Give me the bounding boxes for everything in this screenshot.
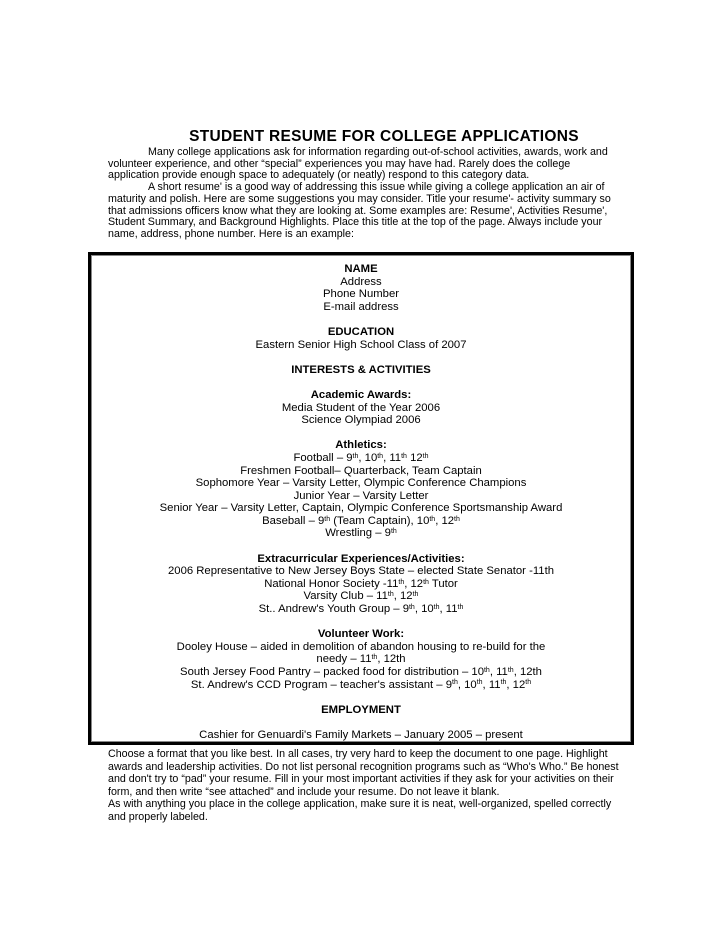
resume-heading: Academic Awards: <box>310 388 412 401</box>
blank-line <box>91 716 631 729</box>
resume-heading: NAME <box>344 263 378 275</box>
resume-line: Address <box>340 275 382 288</box>
resume-line: Phone Number <box>323 288 399 301</box>
resume-line: Eastern Senior High School Class of 2007 <box>255 338 467 351</box>
resume-line: 2006 Representative to New Jersey Boys State – elected State Senator -11th <box>168 565 554 578</box>
resume-line: National Honor Society -11th, 12th Tutor <box>264 577 458 590</box>
closing-section <box>108 748 622 823</box>
resume-heading: Extracurricular Experiences/Activities: <box>257 552 465 565</box>
resume-line: Dooley House – aided in demolition of abandon housing to re-build for the <box>176 640 546 653</box>
paragraph: Many college applications ask for information regarding out-of-school activities, awards, work and volunteer experience, and other “special” experiences you may have had. Rarely does the college application provide enough space to adequately (or neatly) respond to this category data. <box>108 146 608 182</box>
resume-line: Senior Year – Varsity Letter, Captain, Olympic Conference Sportsmanship Award <box>159 502 563 515</box>
resume-line: Junior Year – Varsity Letter <box>293 489 429 502</box>
blank-line <box>91 691 631 704</box>
blank-line <box>91 313 631 326</box>
resume-line: Football – 9th, 10th, 11th 12th <box>293 451 429 464</box>
resume-line: Baseball – 9th (Team Captain), 10th, 12th <box>262 514 460 527</box>
resume-line: needy – 11th, 12th <box>316 653 406 666</box>
intro-section <box>108 147 622 241</box>
resume-lines <box>91 263 631 742</box>
resume-line: Cashier for Genuardi's Family Markets – January 2005 – present <box>199 728 523 741</box>
blank-line <box>91 427 631 440</box>
page-title: STUDENT RESUME FOR COLLEGE APPLICATIONS <box>189 128 579 145</box>
resume-heading: Volunteer Work: <box>317 628 405 641</box>
resume-line: Media Student of the Year 2006 <box>281 401 441 414</box>
paragraph: Choose a format that you like best. In all cases, try very hard to keep the document to one page. Highlight awards and leadership activities. Do not list personal recognition programs such as “Who's Who.” Be honest and don't try to “pad” your resume. Fill in your most important activities if they ask for your activities on their form, and then write “see attached” and include your resume. Do not leave it blank. <box>108 748 619 798</box>
resume-line: Wrestling – 9th <box>325 527 397 540</box>
resume-heading: INTERESTS & ACTIVITIES <box>291 363 431 376</box>
resume-line: Varsity Club – 11th, 12th <box>303 590 419 603</box>
resume-line: Science Olympiad 2006 <box>301 414 421 427</box>
paragraph: As with anything you place in the college application, make sure it is neat, well-organized, spelled correctly and properly labeled. <box>108 798 612 823</box>
resume-line: Sophomore Year – Varsity Letter, Olympic Conference Champions <box>195 477 527 490</box>
resume-line: St. Andrew's CCD Program – teacher's assistant – 9th, 10th, 11th, 12th <box>190 678 532 691</box>
blank-line <box>91 616 631 629</box>
blank-line <box>91 540 631 553</box>
blank-line <box>91 351 631 364</box>
resume-heading: Athletics: <box>335 439 387 452</box>
resume-heading: EDUCATION <box>327 325 395 338</box>
resume-line: E-mail address <box>323 300 399 313</box>
resume-line: Freshmen Football– Quarterback, Team Captain <box>240 464 482 477</box>
resume-heading: EMPLOYMENT <box>321 703 401 716</box>
paragraph: A short resume' is a good way of addressing this issue while giving a college application an air of maturity and polish. Here are some suggestions you may consider. Title your resume'- activity summary so that admissions officers know what they are looking at. Some examples are: Resume', Activities Resume', Student Summary, and Background Highlights. Place this title at the top of the page. Always include your name, address, phone number. Here is an example: <box>108 181 611 240</box>
resume-line: St.. Andrew's Youth Group – 9th, 10th, 11th <box>258 603 464 616</box>
blank-line <box>91 376 631 389</box>
resume-example-box <box>88 252 634 745</box>
resume-line: South Jersey Food Pantry – packed food for distribution – 10th, 11th, 12th <box>180 666 542 678</box>
